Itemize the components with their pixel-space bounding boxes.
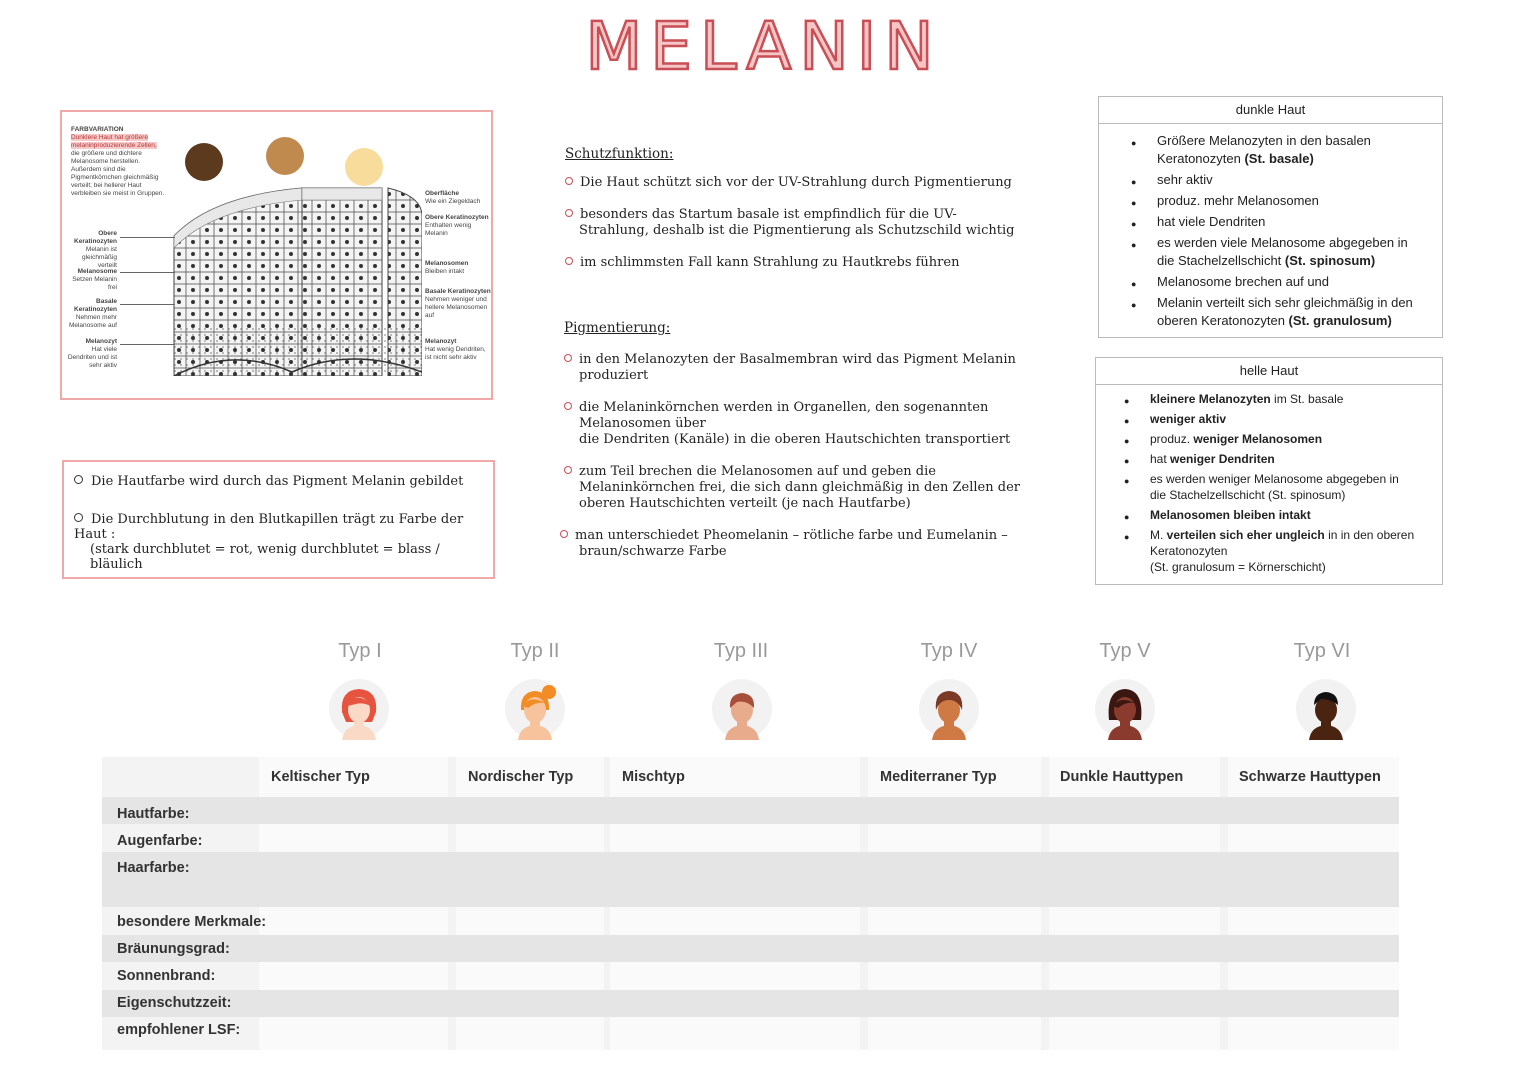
pigmentierung-heading: Pigmentierung: — [564, 320, 671, 336]
page-title: MELANIN — [585, 8, 942, 85]
row-label-haarfarbe: Haarfarbe: — [117, 860, 190, 876]
list-item: ● Melanosome brechen auf und — [1099, 273, 1442, 291]
list-item: besonders das Startum basale ist empfindlich für die UV- Strahlung, deshalb ist die Pigmentierung als Schutzschild wichtig — [565, 207, 1045, 239]
list-item: die Melaninkörnchen werden in Organellen, den sogenannten Melanosomen über die Dendriten (Kanäle) in die oberen Hautschichten transportiert — [564, 400, 1044, 448]
label-melanocyte-right: Melanozyt Hat wenig Dendriten, ist nicht sehr aktiv — [425, 338, 486, 361]
label-melanocyte-left: Melanozyt Hat viele Dendriten und ist sehr aktiv — [67, 338, 117, 369]
row-label-lsf: empfohlener LSF: — [117, 1022, 241, 1038]
list-item: ● produz. weniger Melanosomen — [1096, 431, 1442, 447]
label-melanosome: Melanosome Setzen Melanin frei — [72, 268, 117, 291]
list-item: man unterschiedet Pheomelanin – rötliche farbe und Eumelanin – braun/schwarze Farbe — [560, 528, 1044, 560]
list-item: in den Melanozyten der Basalmembran wird das Pigment Melanin produziert — [564, 352, 1044, 384]
summary-line-1: Die Hautfarbe wird durch das Pigment Melanin gebildet — [74, 474, 463, 489]
summary-line-2: Die Durchblutung in den Blutkapillen trägt zu Farbe der Haut : — [74, 512, 464, 542]
list-item: im schlimmsten Fall kann Strahlung zu Hautkrebs führen — [565, 255, 1045, 271]
col-header-5: Dunkle Hauttypen — [1060, 769, 1184, 785]
avatar-type-3 — [711, 678, 773, 740]
col-header-6: Schwarze Hauttypen — [1239, 769, 1381, 785]
skin-type-table — [102, 757, 1399, 1050]
label-upper-keratinocytes: Obere Keratinozyten Melanin ist gleichmäßig verteilt — [74, 230, 117, 269]
type-6-label: Typ VI — [1293, 640, 1351, 662]
avatar-type-1 — [328, 678, 390, 740]
type-2-label: Typ II — [510, 640, 560, 662]
dark-skin-heading: dunkle Haut — [1099, 97, 1442, 124]
list-item: ● Melanin verteilt sich sehr gleichmäßig in den oberen Keratonozyten (St. granulosum) — [1099, 294, 1442, 330]
col-header-2: Nordischer Typ — [468, 769, 574, 785]
schutzfunktion-heading: Schutzfunktion: — [565, 146, 674, 162]
skin-color-figure — [60, 110, 493, 400]
list-item: ● es werden viele Melanosome abgegeben in die Stachelzellschicht (St. spinosum) — [1099, 234, 1442, 270]
row-label-braeunung: Bräunungsgrad: — [117, 941, 230, 957]
list-item: ● es werden weniger Melanosome abgegeben in die Stachelzellschicht (St. spinosum) — [1096, 471, 1442, 503]
figure-caption: FARBVARIATION Dunklere Haut hat größere melaninproduzierende Zellen, die größere und dichtere Melanosome herstellen. Außerdem sind die Pigmentkörnchen gleichmäßig verteilt; bei hellerer Haut verbleiben sie meist in Gruppen. — [71, 126, 165, 197]
label-surface: Oberfläche Wie ein Ziegeldach — [425, 190, 481, 205]
label-basal-keratinocytes-right: Basale Keratinozyten Nehmen weniger und hellere Melanosomen auf — [425, 288, 491, 319]
list-item: ● weniger aktiv — [1096, 411, 1442, 427]
label-melanosomes-right: Melanosomen Bleiben intakt — [425, 260, 469, 275]
epidermis-illustration — [172, 176, 422, 376]
type-3-label: Typ III — [713, 640, 769, 662]
col-header-3: Mischtyp — [622, 769, 685, 785]
avatar-type-4 — [918, 678, 980, 740]
list-item: ● sehr aktiv — [1099, 171, 1442, 189]
medium-skin-swatch — [266, 137, 304, 175]
label-basal-keratinocytes: Basale Keratinozyten Nehmen mehr Melanosome auf — [68, 298, 117, 329]
list-item: ● Melanosomen bleiben intakt — [1096, 507, 1442, 523]
summary-line-3: (stark durchblutet = rot, wenig durchblutet = blass / bläulich — [90, 542, 440, 572]
row-label-sonnenbrand: Sonnenbrand: — [117, 968, 216, 984]
list-item: ● hat weniger Dendriten — [1096, 451, 1442, 467]
row-label-merkmale: besondere Merkmale: — [117, 914, 267, 930]
list-item: zum Teil brechen die Melanosomen auf und geben die Melaninkörnchen frei, die sich dann gleichmäßig in den Zellen der oberen Hautschichten verteilt (je nach Hautfarbe) — [564, 464, 1044, 512]
avatar-type-2 — [504, 678, 566, 740]
list-item: ● kleinere Melanozyten im St. basale — [1096, 391, 1442, 407]
dark-skin-box — [1098, 96, 1443, 338]
type-4-label: Typ IV — [920, 640, 978, 662]
list-item: ● produz. mehr Melanosomen — [1099, 192, 1442, 210]
light-skin-box — [1095, 357, 1443, 585]
row-label-augenfarbe: Augenfarbe: — [117, 833, 203, 849]
summary-box — [62, 460, 495, 579]
label-upper-keratinocytes-right: Obere Keratinozyten Enthalten wenig Melanin — [425, 214, 489, 237]
avatar-type-5 — [1094, 678, 1156, 740]
col-header-4: Mediterraner Typ — [880, 769, 997, 785]
list-item: ● Größere Melanozyten in den basalen Keratonozyten (St. basale) — [1099, 132, 1442, 168]
type-1-label: Typ I — [338, 640, 382, 662]
list-item: Die Haut schützt sich vor der UV-Strahlung durch Pigmentierung — [565, 175, 1045, 191]
list-item: ● hat viele Dendriten — [1099, 213, 1442, 231]
schutzfunktion-section — [565, 146, 1045, 271]
row-label-eigenschutz: Eigenschutzzeit: — [117, 995, 232, 1011]
list-item: ● M. verteilen sich eher ungleich in in den oberen Keratonozyten (St. granulosum = Körnerschicht) — [1096, 527, 1442, 575]
pigmentierung-section — [564, 320, 1044, 560]
type-5-label: Typ V — [1099, 640, 1151, 662]
col-header-1: Keltischer Typ — [271, 769, 370, 785]
light-skin-heading: helle Haut — [1096, 358, 1442, 385]
avatar-type-6 — [1295, 678, 1357, 740]
row-label-hautfarbe: Hautfarbe: — [117, 806, 190, 822]
